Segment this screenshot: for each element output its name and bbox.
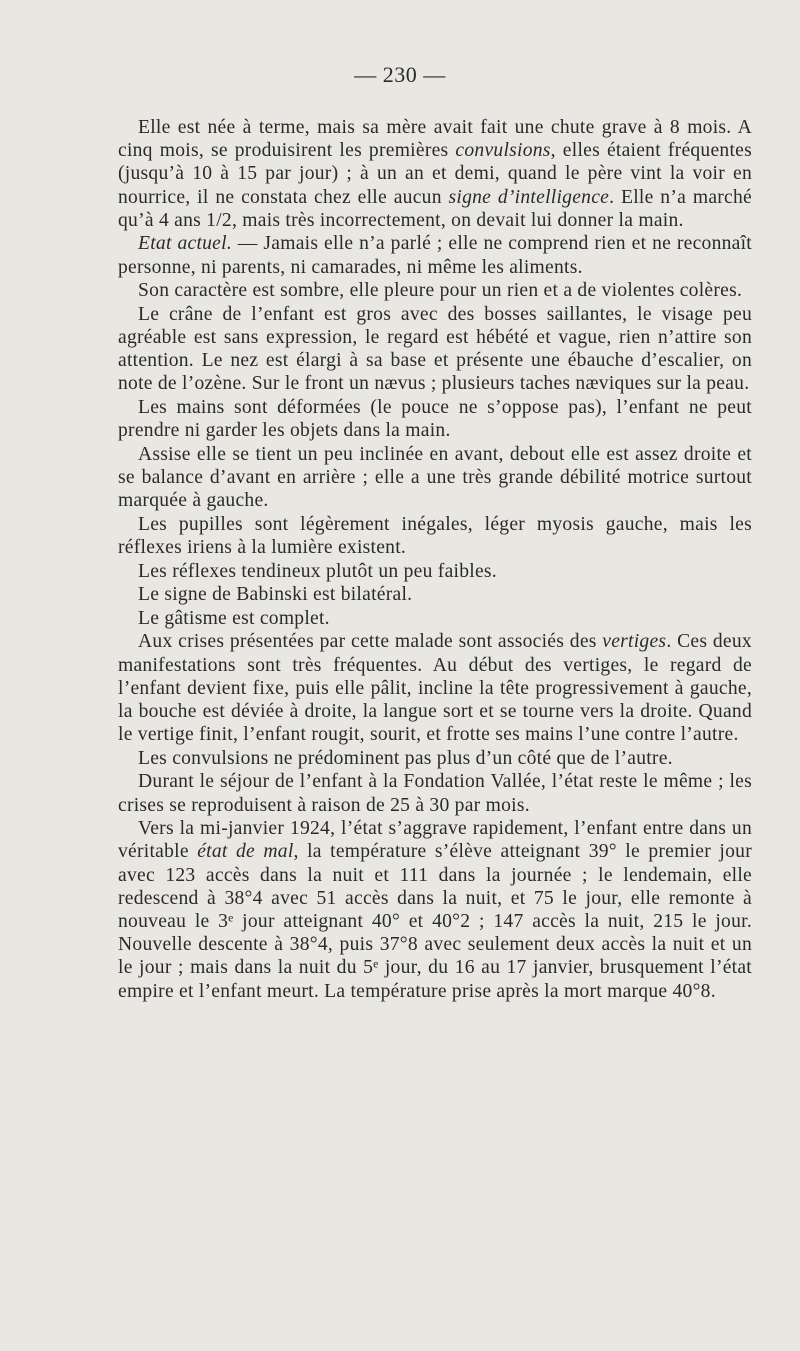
paragraph (118, 747, 752, 770)
paragraph (118, 560, 752, 583)
paragraph (118, 770, 752, 816)
text-run: Les pupilles sont légèrement inégales, léger myosis gauche, mais les réflexes iriens à la lumière existent. (118, 513, 752, 558)
page-number: — 230 — (354, 62, 446, 87)
text-run: Le crâne de l’enfant est gros avec des bosses saillantes, le visage peu agréable est sans expression, le regard est hébété et vague, rien n’attire son attention. Le nez est élargi à sa base et présente une ébauche d’escalier, on note de l’ozène. Sur le front un nævus ; plusieurs taches næviques sur la peau. (118, 303, 752, 395)
paragraph (118, 443, 752, 513)
paragraph (118, 232, 752, 278)
text-run: Les convulsions ne prédominent pas plus d’un côté que de l’autre. (138, 747, 673, 769)
text-run: Assise elle se tient un peu inclinée en avant, debout elle est assez droite et se balance d’avant en arrière ; elle a une très grande débilité motrice surtout marquée à gauche. (118, 443, 752, 512)
text-run: . Elle n’a marché qu’à 4 ans 1/2, mais très incorrectement, on devait lui donner la main. (118, 186, 752, 231)
text-run: Durant le séjour de l’enfant à la Fondation Vallée, l’état reste le même ; les crises se reproduisent à raison de 25 à 30 par mois. (118, 771, 752, 816)
paragraph (118, 513, 752, 559)
italic-text: convulsions (455, 140, 551, 162)
paragraph (118, 303, 752, 396)
text-run: Les réflexes tendineux plutôt un peu faibles. (138, 560, 497, 582)
paragraph (118, 630, 752, 746)
text-run: Les mains sont déformées (le pouce ne s’oppose pas), l’enfant ne peut prendre ni garder les objets dans la main. (118, 397, 752, 442)
text-run: Vers la mi-janvier 1924, l’état s’aggrave rapidement, l’enfant entre dans un véritable (118, 818, 752, 863)
text-run: Aux crises présentées par cette malade sont associés des (138, 631, 603, 653)
italic-text: Etat actuel. (138, 233, 232, 255)
paragraph (118, 279, 752, 302)
paragraph (118, 583, 752, 606)
text-run: , la température s’élève atteignant 39° le premier jour avec 123 accès dans la nuit et 111 dans la journée ; le lendemain, elle redescend à 38°4 avec 51 accès dans la nuit, et 75 le jour, elle remonte à nouveau le 3ᵉ jour atteignant 40° et 40°2 ; 147 accès la nuit, 215 le jour. Nouvelle descente à 38°4, puis 37°8 avec seulement deux accès la nuit et un le jour ; mais dans la nuit du 5ᵉ jour, du 16 au 17 janvier, brusquement l’état empire et l’enfant meurt. La température prise après la mort marque 40°8. (118, 841, 752, 1002)
paragraph (118, 607, 752, 630)
text-run: , elles étaient fréquentes (jusqu’à 10 à 15 par jour) ; à un an et demi, quand le père vint la voir en nourrice, il ne constata chez elle aucun (118, 140, 752, 208)
italic-text: état de mal (197, 841, 294, 863)
text-run: Son caractère est sombre, elle pleure pour un rien et a de violentes colères. (138, 280, 743, 302)
paragraph (118, 396, 752, 442)
italic-text: vertiges (602, 631, 667, 653)
italic-text: signe d’intelligence (448, 186, 610, 208)
text-run: Le signe de Babinski est bilatéral. (138, 584, 413, 606)
text-run: . Ces deux manifestations sont très fréquentes. Au début des vertiges, le regard de l’enfant devient fixe, puis elle pâlit, incline la tête progressivement à gauche, la bouche est déviée à droite, la langue sort et se tourne vers la droite. Quand le vertige finit, l’enfant rougit, sourit, et frotte ses mains l’une contre l’autre. (118, 631, 752, 746)
paragraph (118, 817, 752, 1003)
text-run: — Jamais elle n’a parlé ; elle ne comprend rien et ne reconnaît personne, ni parents, ni camarades, ni même les aliments. (118, 233, 752, 278)
body-text (118, 116, 752, 1003)
text-run: Le gâtisme est complet. (138, 607, 330, 629)
text-run: Elle est née à terme, mais sa mère avait fait une chute grave à 8 mois. A cinq mois, se produisirent les premières (118, 117, 752, 162)
paragraph (118, 116, 752, 232)
